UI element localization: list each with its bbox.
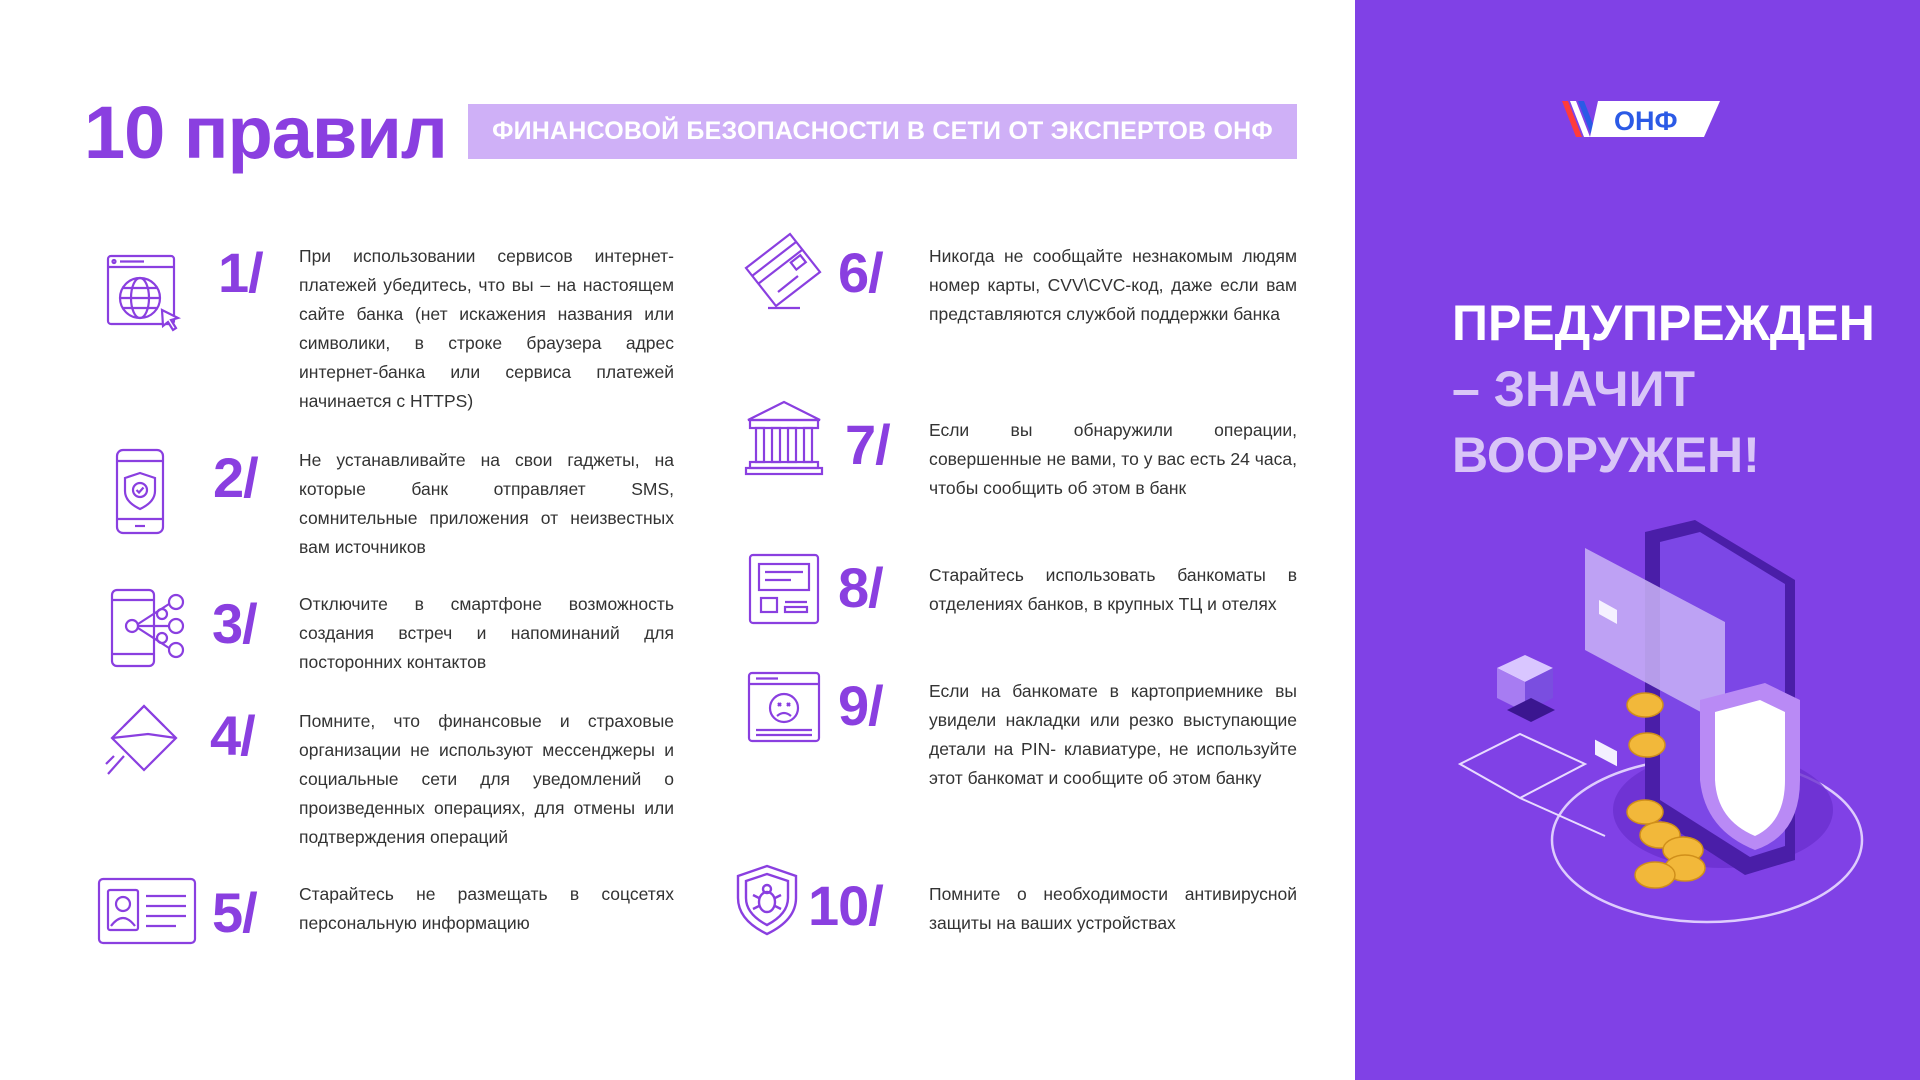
- id-card-icon: [96, 876, 198, 946]
- rule-number: 9/: [838, 674, 883, 737]
- slogan-line-1: ПРЕДУПРЕЖДЕН: [1452, 295, 1875, 351]
- atm-icon: [747, 552, 821, 626]
- bank-icon: [744, 398, 824, 478]
- rule-text: При использовании сервисов интернет-платежей убедитесь, что вы – на настоящем сайте банка (нет искажения названия или символики, в строке браузера адрес интернет-банка или сервиса платежей начинается с HTTPS): [299, 246, 674, 411]
- phone-share-icon: [106, 584, 190, 672]
- rule-number: 3/: [212, 592, 257, 655]
- logo-text: ОНФ: [1614, 106, 1678, 136]
- subtitle-banner: [468, 104, 1297, 159]
- rule-number: 8/: [838, 556, 883, 619]
- page-title: 10 правил: [84, 91, 447, 174]
- credit-card-icon: [740, 228, 826, 312]
- security-illustration: [1355, 0, 1920, 1080]
- rule-number: 4/: [210, 704, 255, 767]
- slogan: [1452, 290, 1875, 488]
- rule-text: Отключите в смартфоне возможность создания встреч и напоминаний для посторонних контактов: [299, 594, 674, 672]
- rule-number: 2/: [213, 446, 258, 509]
- rule-text: Не устанавливайте на свои гаджеты, на которые банк отправляет SMS, сомнительные приложения от неизвестных вам источников: [299, 450, 674, 557]
- slogan-line-2: – ЗНАЧИТ: [1452, 361, 1696, 417]
- rule-number: 1/: [218, 241, 263, 304]
- rule-text: Старайтесь не размещать в соцсетях персональную информацию: [299, 884, 674, 933]
- atm-warning-icon: [746, 670, 822, 744]
- phone-shield-icon: [113, 447, 169, 537]
- rule-text: Старайтесь использовать банкоматы в отделениях банков, в крупных ТЦ и отелях: [929, 565, 1297, 614]
- rule-number: 7/: [845, 413, 890, 476]
- rule-text: Помните о необходимости антивирусной защиты на ваших устройствах: [929, 884, 1297, 933]
- rule-number: 5/: [212, 881, 257, 944]
- rule-number: 10/: [808, 874, 883, 937]
- page-subtitle: ФИНАНСОВОЙ БЕЗОПАСНОСТИ В СЕТИ ОТ ЭКСПЕРТОВ ОНФ: [492, 117, 1273, 145]
- browser-globe-icon: [104, 252, 184, 334]
- rule-text: Помните, что финансовые и страховые организации не используют мессенджеры и социальные сети для уведомлений о произведенных операциях, для отмены или подтверждения операций: [299, 711, 674, 847]
- slogan-line-3: ВООРУЖЕН!: [1452, 427, 1760, 483]
- onf-logo: [1562, 99, 1720, 139]
- side-panel: [1355, 0, 1920, 1080]
- rule-number: 6/: [838, 241, 883, 304]
- rule-text: Если на банкомате в картоприемнике вы увидели накладки или резко выступающие детали на PIN- клавиатуре, не используйте этот банкомат и сообщите об этом банку: [929, 681, 1297, 788]
- rule-text: Никогда не сообщайте незнакомым людям номер карты, CVV\CVC-код, даже если вам представляются службой поддержки банка: [929, 246, 1297, 324]
- rule-text: Если вы обнаружили операции, совершенные не вами, то у вас есть 24 часа, чтобы сообщить об этом в банк: [929, 420, 1297, 498]
- shield-bug-icon: [734, 862, 800, 938]
- envelope-icon: [104, 698, 184, 778]
